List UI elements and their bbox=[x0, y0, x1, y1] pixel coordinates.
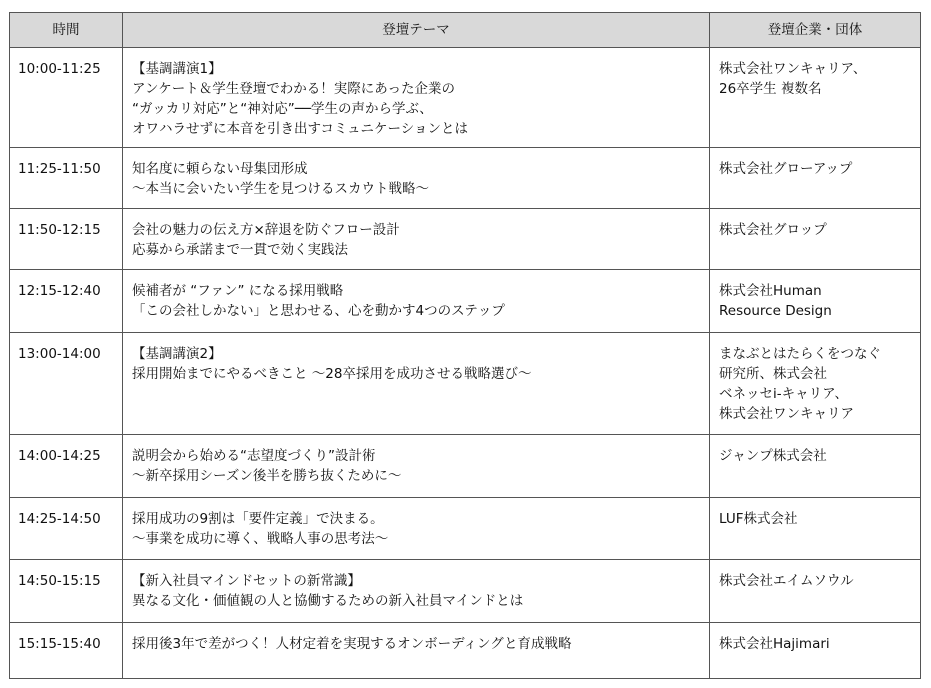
session-org bbox=[710, 270, 921, 333]
theme-line: ～事業を成功に導く、戦略人事の思考法～ bbox=[132, 531, 389, 547]
theme-line: 【基調講演2】 bbox=[132, 346, 222, 362]
session-org bbox=[710, 560, 921, 623]
session-time: 13:00-14:00 bbox=[10, 333, 123, 435]
theme-line: 会社の魅力の伝え方×辞退を防ぐフロー設計 bbox=[132, 222, 400, 238]
table-row bbox=[10, 498, 921, 560]
session-org bbox=[710, 209, 921, 270]
org-line: 株式会社グロップ bbox=[719, 222, 827, 238]
org-line: 株式会社ワンキャリア bbox=[719, 406, 854, 422]
org-line: LUF株式会社 bbox=[719, 511, 798, 527]
table-row bbox=[10, 623, 921, 679]
session-theme bbox=[123, 435, 710, 498]
session-time: 14:25-14:50 bbox=[10, 498, 123, 560]
table-row bbox=[10, 270, 921, 333]
header-theme: 登壇テーマ bbox=[123, 13, 710, 48]
table-row bbox=[10, 333, 921, 435]
org-line: Resource Design bbox=[719, 303, 832, 319]
theme-line: 応募から承諾まで一貫で効く実践法 bbox=[132, 242, 348, 258]
theme-line: ～本当に会いたい学生を見つけるスカウト戦略～ bbox=[132, 181, 429, 197]
theme-line: 採用後3年で差がつく！人材定着を実現するオンボーディングと育成戦略 bbox=[132, 636, 572, 652]
org-line: 株式会社エイムソウル bbox=[719, 573, 854, 589]
session-time: 10:00-11:25 bbox=[10, 48, 123, 148]
org-line: 研究所、株式会社 bbox=[719, 366, 827, 382]
session-theme bbox=[123, 333, 710, 435]
table-row bbox=[10, 209, 921, 270]
table-row bbox=[10, 560, 921, 623]
schedule-table bbox=[9, 12, 921, 679]
header-org: 登壇企業・団体 bbox=[710, 13, 921, 48]
session-org bbox=[710, 623, 921, 679]
theme-line: オワハラせずに本音を引き出すコミュニケーションとは bbox=[132, 121, 469, 137]
theme-line: 「この会社しかない」と思わせる、心を動かす4つのステップ bbox=[132, 303, 505, 319]
session-time: 14:00-14:25 bbox=[10, 435, 123, 498]
session-theme bbox=[123, 209, 710, 270]
table-row bbox=[10, 48, 921, 148]
theme-line: 採用開始までにやるべきこと ～28卒採用を成功させる戦略選び～ bbox=[132, 366, 532, 382]
session-org bbox=[710, 333, 921, 435]
theme-line: 【基調講演1】 bbox=[132, 61, 222, 77]
session-org bbox=[710, 498, 921, 560]
session-org bbox=[710, 48, 921, 148]
session-theme bbox=[123, 148, 710, 209]
theme-line: 異なる文化・価値観の人と協働するための新入社員マインドとは bbox=[132, 593, 524, 609]
session-theme bbox=[123, 48, 710, 148]
session-org bbox=[710, 148, 921, 209]
theme-line: 採用成功の9割は「要件定義」で決まる。 bbox=[132, 511, 384, 527]
session-org bbox=[710, 435, 921, 498]
session-theme bbox=[123, 498, 710, 560]
org-line: 株式会社Hajimari bbox=[719, 636, 830, 652]
theme-line: 知名度に頼らない母集団形成 bbox=[132, 161, 308, 177]
table-row bbox=[10, 435, 921, 498]
org-line: まなぶとはたらくをつなぐ bbox=[719, 346, 881, 362]
schedule-table-wrapper bbox=[9, 12, 921, 679]
org-line: ジャンプ株式会社 bbox=[719, 448, 827, 464]
org-line: 株式会社Human bbox=[719, 283, 822, 299]
org-line: 株式会社ワンキャリア、 bbox=[719, 61, 867, 77]
table-header-row bbox=[10, 13, 921, 48]
session-theme bbox=[123, 270, 710, 333]
session-theme bbox=[123, 560, 710, 623]
theme-line: 候補者が “ファン” になる採用戦略 bbox=[132, 283, 344, 299]
session-theme bbox=[123, 623, 710, 679]
org-line: ベネッセi-キャリア、 bbox=[719, 386, 849, 402]
theme-line: 説明会から始める“志望度づくり”設計術 bbox=[132, 448, 376, 464]
theme-line: ～新卒採用シーズン後半を勝ち抜くために～ bbox=[132, 468, 402, 484]
table-row bbox=[10, 148, 921, 209]
session-time: 11:25-11:50 bbox=[10, 148, 123, 209]
org-line: 株式会社グローアップ bbox=[719, 161, 853, 177]
theme-line: アンケート＆学生登壇でわかる！実際にあった企業の bbox=[132, 81, 456, 97]
org-line: 26卒学生 複数名 bbox=[719, 81, 822, 97]
session-time: 15:15-15:40 bbox=[10, 623, 123, 679]
theme-line: 【新入社員マインドセットの新常識】 bbox=[132, 573, 361, 589]
theme-line: “ガッカリ対応”と“神対応”──学生の声から学ぶ、 bbox=[132, 101, 433, 117]
session-time: 11:50-12:15 bbox=[10, 209, 123, 270]
session-time: 14:50-15:15 bbox=[10, 560, 123, 623]
session-time: 12:15-12:40 bbox=[10, 270, 123, 333]
header-time: 時間 bbox=[10, 13, 123, 48]
